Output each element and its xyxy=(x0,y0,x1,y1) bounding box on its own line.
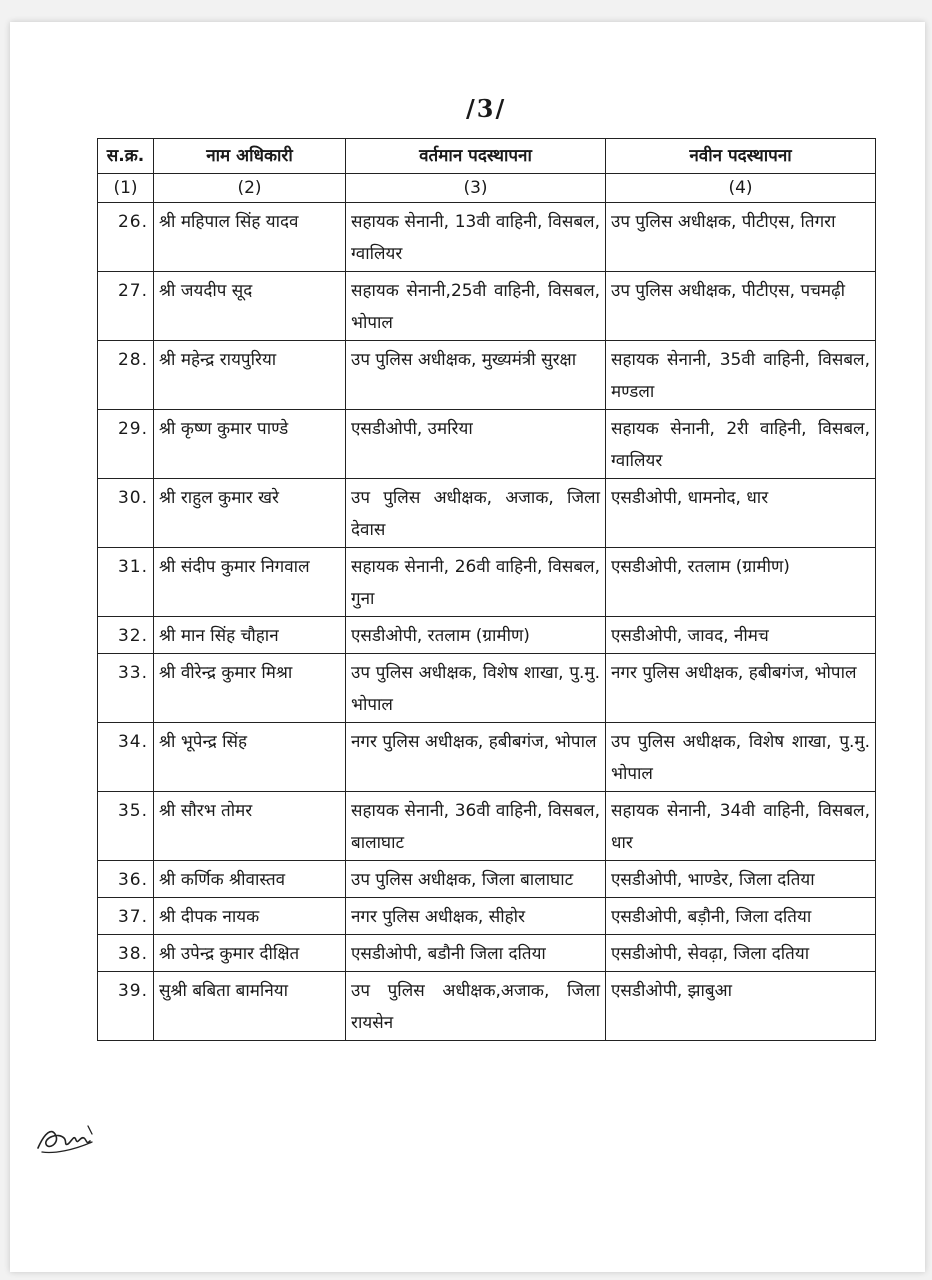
column-number: (2) xyxy=(154,174,346,203)
table-row xyxy=(98,341,876,410)
current-posting-cell: सहायक सेनानी, 26वी वाहिनी, विसबल, गुना xyxy=(346,548,606,617)
table-row xyxy=(98,972,876,1041)
new-posting-cell: एसडीओपी, रतलाम (ग्रामीण) xyxy=(606,548,876,617)
serial-number-cell: 31. xyxy=(98,548,154,617)
new-posting-cell: एसडीओपी, जावद, नीमच xyxy=(606,617,876,654)
header-current-posting: वर्तमान पदस्थापना xyxy=(346,139,606,174)
serial-number-cell: 28. xyxy=(98,341,154,410)
officer-name-cell: श्री कृष्ण कुमार पाण्डे xyxy=(154,410,346,479)
officer-name-cell: श्री महेन्द्र रायपुरिया xyxy=(154,341,346,410)
table-row xyxy=(98,792,876,861)
serial-number-cell: 30. xyxy=(98,479,154,548)
current-posting-cell: सहायक सेनानी, 36वी वाहिनी, विसबल, बालाघाट xyxy=(346,792,606,861)
officer-name-cell: श्री भूपेन्द्र सिंह xyxy=(154,723,346,792)
current-posting-cell: नगर पुलिस अधीक्षक, हबीबगंज, भोपाल xyxy=(346,723,606,792)
table-row xyxy=(98,898,876,935)
header-serial-number: स.क्र. xyxy=(98,139,154,174)
new-posting-cell: एसडीओपी, बड़ौनी, जिला दतिया xyxy=(606,898,876,935)
current-posting-cell: उप पुलिस अधीक्षक, मुख्यमंत्री सुरक्षा xyxy=(346,341,606,410)
officer-name-cell: श्री उपेन्द्र कुमार दीक्षित xyxy=(154,935,346,972)
table-row xyxy=(98,410,876,479)
page-number: /3/ xyxy=(466,94,507,123)
column-number: (4) xyxy=(606,174,876,203)
header-new-posting: नवीन पदस्थापना xyxy=(606,139,876,174)
column-number: (3) xyxy=(346,174,606,203)
new-posting-cell: एसडीओपी, धामनोद, धार xyxy=(606,479,876,548)
new-posting-cell: उप पुलिस अधीक्षक, पीटीएस, तिगरा xyxy=(606,203,876,272)
officer-name-cell: श्री राहुल कुमार खरे xyxy=(154,479,346,548)
table-row xyxy=(98,272,876,341)
new-posting-cell: एसडीओपी, सेवढ़ा, जिला दतिया xyxy=(606,935,876,972)
serial-number-cell: 35. xyxy=(98,792,154,861)
new-posting-cell: सहायक सेनानी, 2री वाहिनी, विसबल, ग्वालियर xyxy=(606,410,876,479)
new-posting-cell: एसडीओपी, भाण्डेर, जिला दतिया xyxy=(606,861,876,898)
new-posting-cell: सहायक सेनानी, 34वी वाहिनी, विसबल, धार xyxy=(606,792,876,861)
serial-number-cell: 32. xyxy=(98,617,154,654)
table-row xyxy=(98,203,876,272)
table-row xyxy=(98,723,876,792)
new-posting-cell: सहायक सेनानी, 35वी वाहिनी, विसबल, मण्डला xyxy=(606,341,876,410)
table-row xyxy=(98,548,876,617)
serial-number-cell: 36. xyxy=(98,861,154,898)
serial-number-cell: 26. xyxy=(98,203,154,272)
officer-name-cell: श्री संदीप कुमार निगवाल xyxy=(154,548,346,617)
document-page xyxy=(10,22,925,1272)
serial-number-cell: 38. xyxy=(98,935,154,972)
column-number: (1) xyxy=(98,174,154,203)
column-number-row xyxy=(98,174,876,203)
current-posting-cell: एसडीओपी, उमरिया xyxy=(346,410,606,479)
new-posting-cell: नगर पुलिस अधीक्षक, हबीबगंज, भोपाल xyxy=(606,654,876,723)
new-posting-cell: एसडीओपी, झाबुआ xyxy=(606,972,876,1041)
serial-number-cell: 39. xyxy=(98,972,154,1041)
current-posting-cell: एसडीओपी, बडौनी जिला दतिया xyxy=(346,935,606,972)
handwritten-signature-icon xyxy=(34,1114,96,1160)
serial-number-cell: 37. xyxy=(98,898,154,935)
officer-name-cell: श्री कर्णिक श्रीवास्तव xyxy=(154,861,346,898)
serial-number-cell: 27. xyxy=(98,272,154,341)
table-row xyxy=(98,861,876,898)
officer-name-cell: सुश्री बबिता बामनिया xyxy=(154,972,346,1041)
current-posting-cell: उप पुलिस अधीक्षक, जिला बालाघाट xyxy=(346,861,606,898)
new-posting-cell: उप पुलिस अधीक्षक, विशेष शाखा, पु.मु. भोपाल xyxy=(606,723,876,792)
table-row xyxy=(98,935,876,972)
header-officer-name: नाम अधिकारी xyxy=(154,139,346,174)
officer-name-cell: श्री वीरेन्द्र कुमार मिश्रा xyxy=(154,654,346,723)
current-posting-cell: एसडीओपी, रतलाम (ग्रामीण) xyxy=(346,617,606,654)
officer-name-cell: श्री दीपक नायक xyxy=(154,898,346,935)
serial-number-cell: 33. xyxy=(98,654,154,723)
officer-name-cell: श्री सौरभ तोमर xyxy=(154,792,346,861)
officer-name-cell: श्री महिपाल सिंह यादव xyxy=(154,203,346,272)
current-posting-cell: नगर पुलिस अधीक्षक, सीहोर xyxy=(346,898,606,935)
table-row xyxy=(98,654,876,723)
officer-name-cell: श्री मान सिंह चौहान xyxy=(154,617,346,654)
transfer-orders-table xyxy=(97,138,876,1041)
table-row xyxy=(98,479,876,548)
table-header-row xyxy=(98,139,876,174)
current-posting-cell: उप पुलिस अधीक्षक, अजाक, जिला देवास xyxy=(346,479,606,548)
officer-name-cell: श्री जयदीप सूद xyxy=(154,272,346,341)
current-posting-cell: सहायक सेनानी, 13वी वाहिनी, विसबल, ग्वालियर xyxy=(346,203,606,272)
current-posting-cell: उप पुलिस अधीक्षक, विशेष शाखा, पु.मु. भोपाल xyxy=(346,654,606,723)
serial-number-cell: 29. xyxy=(98,410,154,479)
serial-number-cell: 34. xyxy=(98,723,154,792)
table-body xyxy=(98,203,876,1041)
current-posting-cell: सहायक सेनानी,25वी वाहिनी, विसबल, भोपाल xyxy=(346,272,606,341)
new-posting-cell: उप पुलिस अधीक्षक, पीटीएस, पचमढ़ी xyxy=(606,272,876,341)
current-posting-cell: उप पुलिस अधीक्षक,अजाक, जिला रायसेन xyxy=(346,972,606,1041)
table-row xyxy=(98,617,876,654)
